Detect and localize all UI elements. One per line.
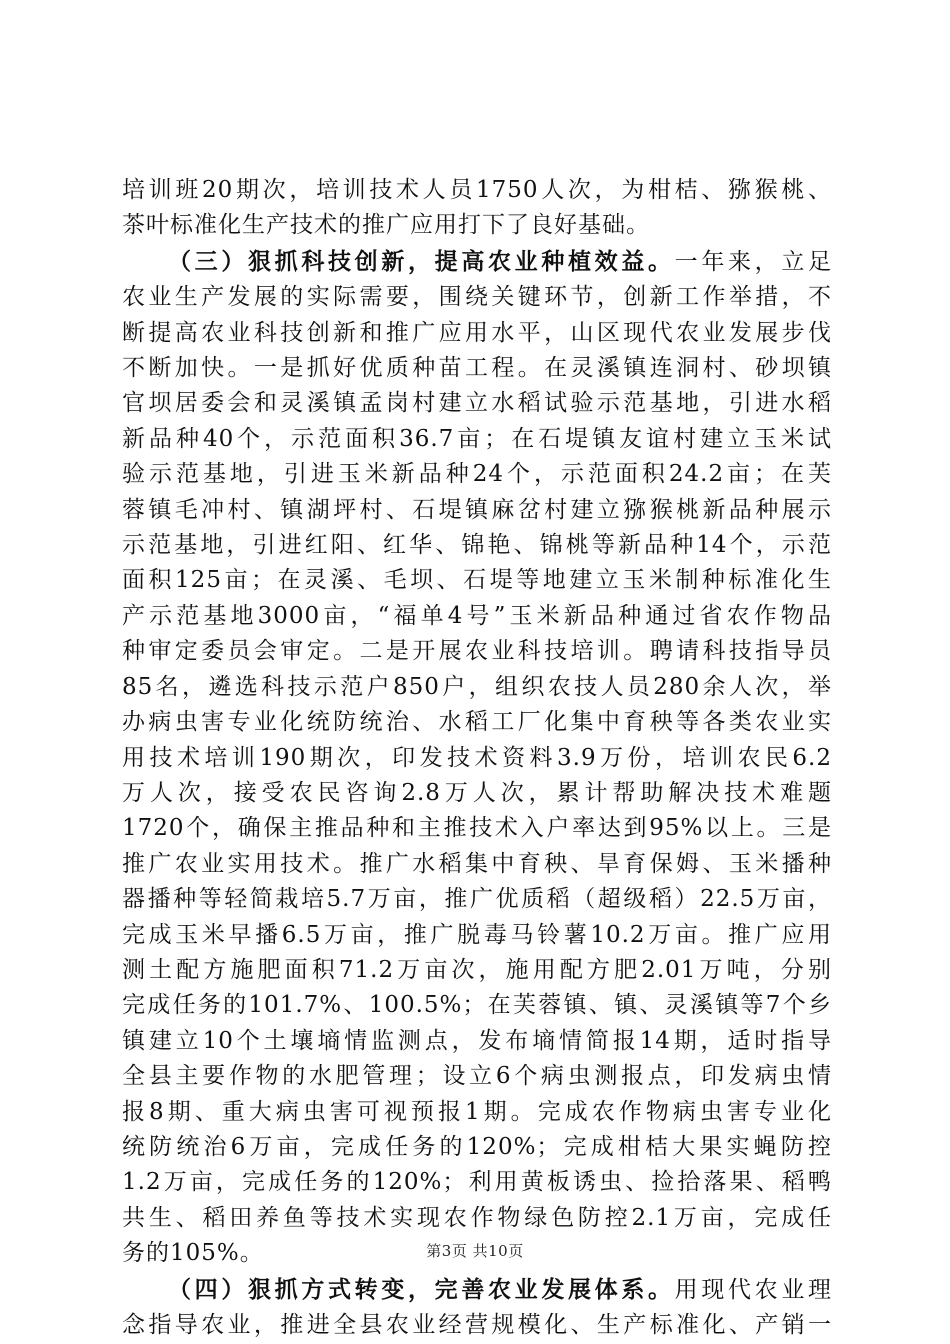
text-line: 共生、稻田养鱼等技术实现农作物绿色防控2.1万亩，完成任 bbox=[122, 1204, 832, 1231]
text-line: 断提高农业科技创新和推广应用水平，山区现代农业发展步伐 bbox=[122, 319, 832, 346]
text-line: 用技术培训190期次，印发技术资料3.9万份，培训农民6.2 bbox=[122, 744, 832, 771]
text-line: 器播种等轻简栽培5.7万亩，推广优质稻（超级稻）22.5万亩， bbox=[122, 886, 832, 913]
text-line: 推广农业实用技术。推广水稻集中育秧、旱育保姆、玉米播种 bbox=[122, 850, 832, 877]
text-line: 镇建立10个土壤墒情监测点，发布墒情简报14期，适时指导 bbox=[122, 1027, 832, 1054]
section-heading-3: （三）狠抓科技创新，提高农业种植效益。 bbox=[168, 247, 675, 275]
document-body bbox=[122, 173, 832, 1343]
paragraph-mode-transformation bbox=[122, 1272, 832, 1344]
text-line: 万人次，接受农民咨询2.8万人次，累计帮助解决技术难题 bbox=[122, 779, 832, 806]
text-line: 办病虫害专业化统防统治、水稻工厂化集中育秧等各类农业实 bbox=[122, 709, 832, 736]
text-line: 茶叶标准化生产技术的推广应用打下了良好基础。 bbox=[122, 212, 650, 239]
text-line: 官坝居委会和灵溪镇孟岗村建立水稻试验示范基地，引进水稻 bbox=[122, 390, 832, 417]
text-fragment: 用现代农业理 bbox=[674, 1276, 833, 1303]
text-line: 不断加快。一是抓好优质种苗工程。在灵溪镇连洞村、砂坝镇 bbox=[122, 355, 832, 382]
text-line: 新品种40个，示范面积36.7亩；在石堤镇友谊村建立玉米试 bbox=[122, 425, 832, 452]
text-line: 完成玉米早播6.5万亩，推广脱毒马铃薯10.2万亩。推广应用 bbox=[122, 921, 832, 948]
text-line-first bbox=[122, 244, 832, 280]
text-line: 85名，遴选科技示范户850户，组织农技人员280余人次，举 bbox=[122, 673, 832, 700]
text-line: 念指导农业，推进全县农业经营规模化、生产标准化、产销一 bbox=[122, 1312, 832, 1338]
text-line: 农业生产发展的实际需要，围绕关键环节，创新工作举措，不 bbox=[122, 284, 832, 311]
text-line: 报8期、重大病虫害可视预报1期。完成农作物病虫害专业化 bbox=[122, 1098, 832, 1125]
paragraph-training-summary bbox=[122, 173, 832, 244]
text-line: 1.2万亩，完成任务的120%；利用黄板诱虫、捡拾落果、稻鸭 bbox=[122, 1169, 832, 1196]
paragraph-tech-innovation bbox=[122, 244, 832, 1272]
page-number: 第3页 共10页 bbox=[426, 1242, 524, 1260]
text-line: 完成任务的101.7%、100.5%；在芙蓉镇、镇、灵溪镇等7个乡 bbox=[122, 992, 832, 1019]
text-line: 示范基地，引进红阳、红华、锦艳、锦桃等新品种14个，示范 bbox=[122, 532, 832, 559]
text-line: 务的105%。 bbox=[122, 1240, 264, 1267]
text-line-first bbox=[122, 1272, 832, 1308]
text-line: 全县主要作物的水肥管理；设立6个病虫测报点，印发病虫情 bbox=[122, 1063, 832, 1090]
text-line: 统防统治6万亩，完成任务的120%；完成柑桔大果实蝇防控 bbox=[122, 1133, 832, 1160]
text-line: 产示范基地3000亩，“福单4号”玉米新品种通过省农作物品 bbox=[122, 602, 832, 629]
text-line: 测土配方施肥面积71.2万亩次，施用配方肥2.01万吨，分别 bbox=[122, 956, 832, 983]
section-heading-4: （四）狠抓方式转变，完善农业发展体系。 bbox=[168, 1275, 675, 1303]
text-line: 蓉镇毛冲村、镇湖坪村、石堤镇麻岔村建立猕猴桃新品种展示 bbox=[122, 496, 832, 523]
text-line: 验示范基地，引进玉米新品种24个，示范面积24.2亩；在芙 bbox=[122, 461, 832, 488]
text-fragment: 一年来，立足 bbox=[674, 248, 833, 275]
text-line: 培训班20期次，培训技术人员1750人次，为柑桔、猕猴桃、 bbox=[122, 177, 832, 203]
text-line: 1720个，确保主推品种和主推技术入户率达到95%以上。三是 bbox=[122, 815, 832, 842]
text-line: 面积125亩；在灵溪、毛坝、石堤等地建立玉米制种标准化生 bbox=[122, 567, 832, 594]
text-line: 种审定委员会审定。二是开展农业科技培训。聘请科技指导员 bbox=[122, 638, 832, 665]
page-footer bbox=[0, 1240, 950, 1261]
